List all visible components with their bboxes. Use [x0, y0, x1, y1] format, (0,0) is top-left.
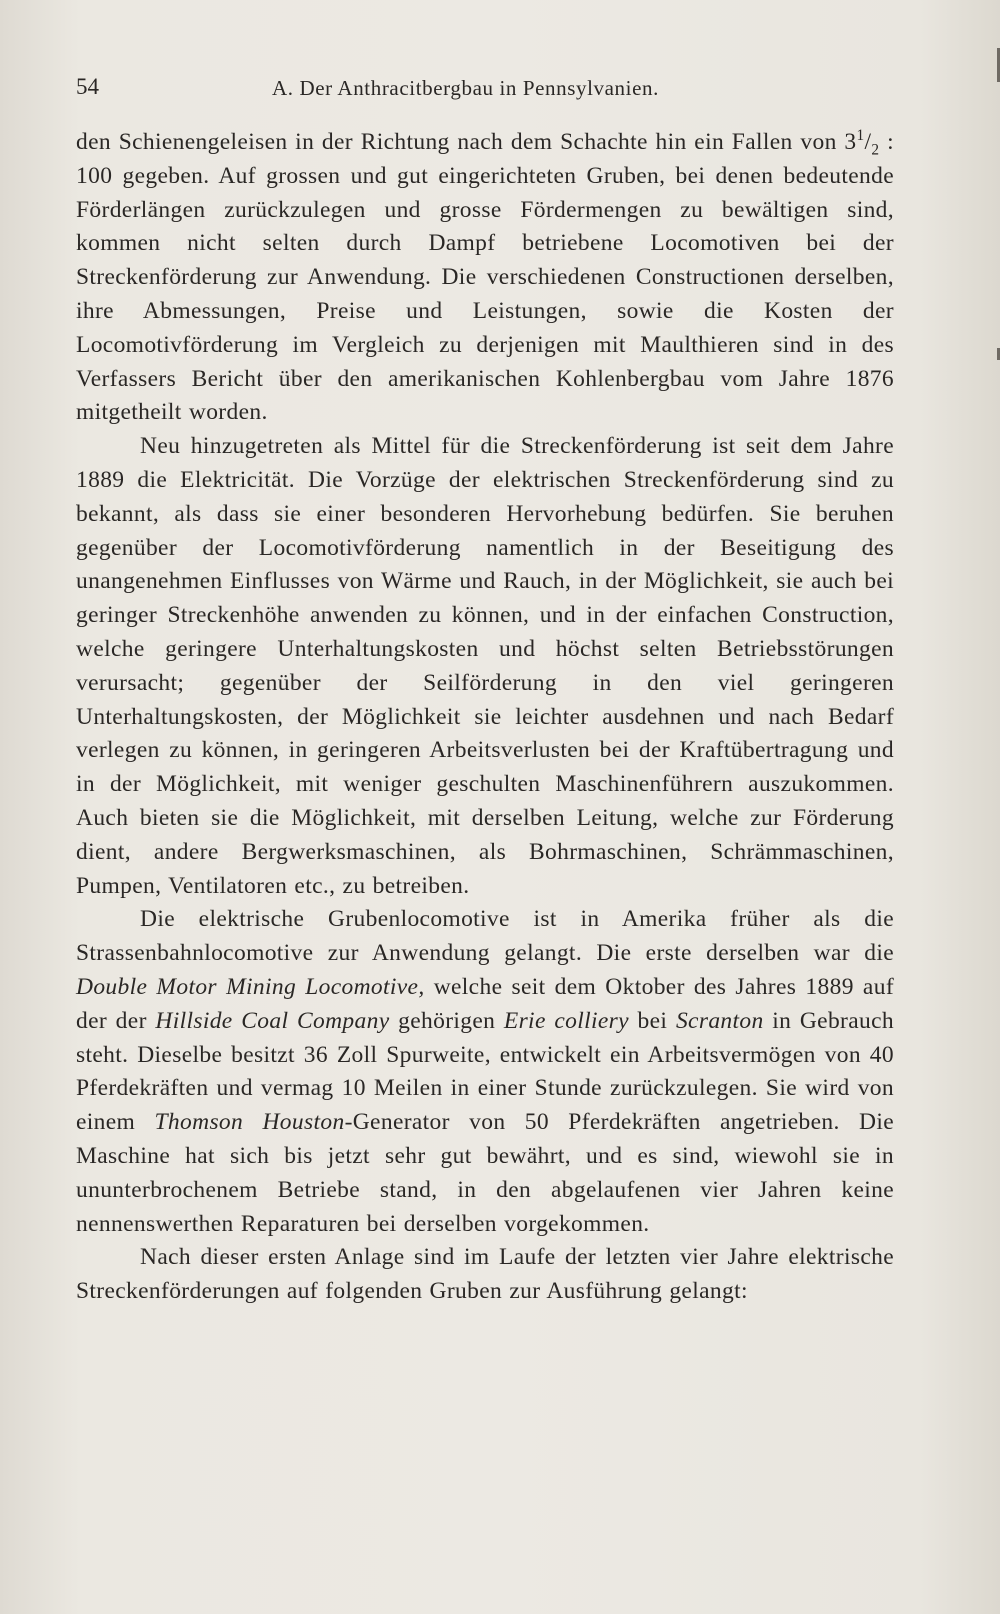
body-text — [76, 126, 894, 1309]
text-run: welche seit dem Oktober des Jahres 1889 auf der der — [76, 973, 894, 1034]
text-run: Neu hinzugetreten als Mittel für die Streckenförderung ist seit dem Jahre 1889 die Elektricität. Die Vorzüge der elektrischen Streckenförderung sind zu bekannt, als dass sie einer besonderen Hervorhebung bedürfen. Sie beruhen gegenüber der Locomotivförderung namentlich in der Beseitigung des unangenehmen Einflusses von Wärme und Rauch, in der Möglichkeit, sie auch bei geringer Streckenhöhe anwenden zu können, und in der einfachen Construction, welche geringere Unterhaltungskosten und höchst selten Betriebsstörungen verursacht; gegenüber der Seilförderung in den viel geringeren Unterhaltungskosten, der Möglichkeit sie leichter ausdehnen und nach Bedarf verlegen zu können, in geringeren Arbeitsverlusten bei der Kraftübertragung und in der Möglichkeit, mit weniger geschulten Maschinenführern auszukommen. Auch bieten sie die Möglichkeit, mit derselben Leitung, welche zur Förderung dient, andere Bergwerksmaschinen, als Bohrmaschinen, Schrämmaschinen, Pumpen, Ventilatoren etc., zu betreiben. — [76, 433, 894, 899]
text-run: in Gebrauch steht. Dieselbe besitzt 36 Zoll Spurweite, entwickelt ein Arbeitsvermögen von 40 Pferdekräften und vermag 10 Meilen in einer Stunde zurückzulegen. Sie wird von einem — [76, 1007, 894, 1136]
italic-text: Scranton — [675, 1007, 764, 1034]
italic-text: Double Motor Mining Locomotive, — [76, 973, 425, 1000]
text-run: / — [864, 129, 872, 155]
italic-text: Hillside Coal Company — [155, 1007, 390, 1034]
text-run: bei — [628, 1007, 676, 1034]
page-number: 54 — [76, 74, 99, 99]
superscript: 1 — [856, 127, 865, 145]
running-head — [76, 74, 894, 104]
text-run: : 100 gegeben. Auf grossen und gut eingerichteten Gruben, bei denen bedeutende Förderlängen zurückzulegen und grosse Fördermengen zu bewältigen sind, kommen nicht selten durch Dampf betriebene Locomotiven bei der Streckenförderung zur Anwendung. Die verschiedenen Constructionen derselben, ihre Abmessungen, Preise und Leistungen, sowie die Kosten der Locomotivförderung im Vergleich zu derjenigen mit Maulthieren sind in des Verfassers Bericht über den amerikanischen Kohlenbergbau vom Jahre 1876 mitgetheilt worden. — [76, 129, 894, 426]
running-title: A. Der Anthracitbergbau in Pennsylvanien. — [272, 76, 659, 100]
italic-text: Erie colliery — [503, 1007, 629, 1034]
text-run: den Schienengeleisen in der Richtung nach dem Schachte hin ein Fallen von 3 — [76, 129, 857, 155]
text-run: gehörigen — [389, 1007, 504, 1034]
paragraph — [76, 430, 894, 903]
paragraph — [76, 1241, 894, 1309]
subscript: 2 — [871, 141, 880, 159]
italic-text: Thomson Houston — [154, 1109, 345, 1136]
text-run: Die elektrische Grubenlocomotive ist in Amerika früher als die Strassenbahnlocomotive zur Anwendung gelangt. Die erste derselben war die — [76, 906, 894, 967]
paragraph — [76, 903, 894, 1241]
text-run: -Generator von 50 Pferdekräften angetrieben. Die Maschine hat sich bis jetzt sehr gut bewährt, und es sind, wiewohl sie in ununterbrochenem Betriebe stand, in den abgelaufenen vier Jahren keine nennenswerthen Reparaturen bei derselben vorgekommen. — [76, 1109, 894, 1237]
text-run: Nach dieser ersten Anlage sind im Laufe der letzten vier Jahre elektrische Streckenförderungen auf folgenden Gruben zur Ausführung gelangt: — [76, 1244, 894, 1305]
paragraph — [76, 126, 894, 430]
